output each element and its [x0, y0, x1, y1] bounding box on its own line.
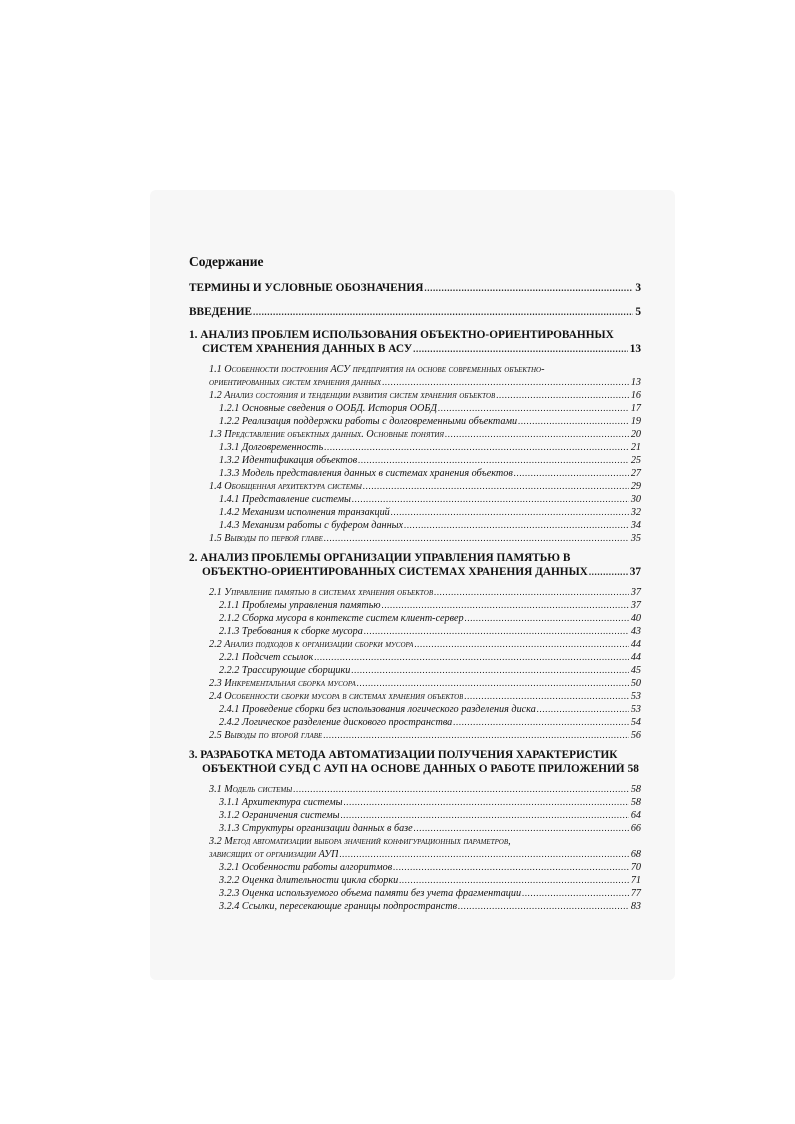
table-of-contents: [189, 254, 641, 913]
toc-chapter-1-line1: 1. АНАЛИЗ ПРОБЛЕМ ИСПОЛЬЗОВАНИЯ ОБЪЕКТНО-ОРИЕНТИРОВАННЫХ: [189, 329, 614, 341]
toc-subsection-3-2-3: [189, 887, 641, 900]
entry-page: 56: [630, 730, 641, 741]
toc-subsection-1-3-1: [189, 441, 641, 454]
entry-page: 58: [630, 797, 641, 808]
toc-section-1-4: [189, 480, 641, 493]
entry-text: ТЕРМИНЫ И УСЛОВНЫЕ ОБОЗНАЧЕНИЯ: [189, 282, 424, 294]
entry-text: 1.4.1 Представление системы: [219, 494, 351, 505]
entry-page: 83: [630, 901, 641, 912]
entry-text: 1.2.1 Основные сведения о ООБД. История ООБД: [219, 403, 438, 414]
entry-text: 2.2 Анализ подходов к организации сборки мусора: [209, 639, 414, 650]
entry-page: 43: [630, 626, 641, 637]
entry-text: 3.2.4 Ссылки, пересекающие границы подпространств: [219, 901, 458, 912]
toc-section-3-2-line1: 3.2 Метод автоматизации выбора значений конфигурационных параметров,: [209, 836, 511, 847]
toc-section-3-2: [189, 848, 641, 861]
entry-text: 2.5 Выводы по второй главе: [209, 730, 323, 741]
entry-page: 70: [630, 862, 641, 873]
entry-text: 1.4 Обобщенная архитектура системы: [209, 481, 362, 492]
entry-text: 2.2.2 Трассирующие сборщики: [219, 665, 351, 676]
toc-subsection-1-3-3: [189, 467, 641, 480]
entry-page: 71: [630, 875, 641, 886]
entry-text: зависящих от организации АУП: [209, 849, 339, 860]
entry-text: ориентированных систем хранения данных: [209, 377, 382, 388]
toc-subsection-2-2-1: [189, 651, 641, 664]
entry-text: 2.4.1 Проведение сборки без использования логического разделения диска: [219, 704, 536, 715]
entry-text: 1.3 Представление объектных данных. Основные понятия: [209, 429, 445, 440]
toc-subsection-1-4-3: [189, 519, 641, 532]
entry-text: 3.1.3 Структуры организации данных в базе: [219, 823, 413, 834]
entry-text: 1.3.2 Идентификация объектов: [219, 455, 358, 466]
entry-page: 53: [630, 691, 641, 702]
entry-page: 77: [630, 888, 641, 899]
toc-chapter-3: [189, 763, 641, 777]
entry-page: 19: [630, 416, 641, 427]
entry-page: 37: [629, 565, 641, 578]
entry-text: 1.3.3 Модель представления данных в системах хранения объектов: [219, 468, 513, 479]
entry-page: 35: [630, 533, 641, 544]
entry-page: 27: [630, 468, 641, 479]
toc-subsection-2-2-2: [189, 664, 641, 677]
toc-subsection-3-2-2: [189, 874, 641, 887]
entry-page: 29: [630, 481, 641, 492]
toc-subsection-3-2-4: [189, 900, 641, 913]
entry-text: 3.2.3 Оценка используемого объема памяти без учета фрагментации: [219, 888, 522, 899]
toc-section-2-1: [189, 586, 641, 599]
entry-text: 3.2.1 Особенности работы алгоритмов: [219, 862, 393, 873]
entry-page: 58: [627, 762, 639, 775]
entry-page: 32: [630, 507, 641, 518]
entry-text: 2.1 Управление памятью в системах хранения объектов: [209, 587, 434, 598]
toc-section-1-5: [189, 532, 641, 545]
entry-page: 16: [630, 390, 641, 401]
entry-text: 3.1.2 Ограничения системы: [219, 810, 340, 821]
entry-page: 34: [630, 520, 641, 531]
toc-subsection-1-2-1: [189, 402, 641, 415]
entry-page: 44: [630, 639, 641, 650]
entry-text: 1.3.1 Долговременность: [219, 442, 324, 453]
entry-page: 30: [630, 494, 641, 505]
entry-page: 53: [630, 704, 641, 715]
entry-page: 5: [635, 305, 641, 318]
entry-text: 2.4.2 Логическое разделение дискового пространства: [219, 717, 453, 728]
toc-subsection-3-1-2: [189, 809, 641, 822]
entry-page: 58: [630, 784, 641, 795]
entry-text: СИСТЕМ ХРАНЕНИЯ ДАННЫХ В АСУ: [202, 342, 413, 355]
entry-text: 2.2.1 Подсчет ссылок: [219, 652, 314, 663]
entry-text: ВВЕДЕНИЕ: [189, 305, 253, 318]
entry-page: 17: [630, 403, 641, 414]
toc-subsection-1-4-2: [189, 506, 641, 519]
toc-subsection-2-1-3: [189, 625, 641, 638]
toc-subsection-1-4-1: [189, 493, 641, 506]
entry-page: 25: [630, 455, 641, 466]
entry-page: 64: [630, 810, 641, 821]
entry-text: 1.5 Выводы по первой главе: [209, 533, 323, 544]
entry-text: ОБЪЕКТНОЙ СУБД С АУП НА ОСНОВЕ ДАННЫХ О РАБОТЕ ПРИЛОЖЕНИЙ: [202, 762, 625, 775]
entry-page: 68: [630, 849, 641, 860]
toc-section-2-2: [189, 638, 641, 651]
entry-page: 40: [630, 613, 641, 624]
toc-entry-terms: [189, 282, 641, 296]
toc-subsection-1-3-2: [189, 454, 641, 467]
toc-entry-intro: [189, 306, 641, 320]
entry-text: 2.1.2 Сборка мусора в контексте систем клиент-сервер: [219, 613, 464, 624]
toc-chapter-2: [189, 566, 641, 580]
toc-section-1-3: [189, 428, 641, 441]
toc-chapter-2-line1: 2. АНАЛИЗ ПРОБЛЕМЫ ОРГАНИЗАЦИИ УПРАВЛЕНИЯ ПАМЯТЬЮ В: [189, 552, 571, 564]
toc-chapter-3-line1: 3. РАЗРАБОТКА МЕТОДА АВТОМАТИЗАЦИИ ПОЛУЧЕНИЯ ХАРАКТЕРИСТИК: [189, 749, 618, 761]
toc-section-1-1: [189, 376, 641, 389]
entry-page: 20: [630, 429, 641, 440]
toc-section-3-1: [189, 783, 641, 796]
toc-subsection-2-4-2: [189, 716, 641, 729]
entry-text: 2.3 Инкрементальная сборка мусора: [209, 678, 356, 689]
toc-subsection-3-1-1: [189, 796, 641, 809]
toc-section-2-5: [189, 729, 641, 742]
entry-text: 3.1 Модель системы: [209, 784, 293, 795]
entry-text: 1.4.2 Механизм исполнения транзакций: [219, 507, 390, 518]
toc-subsection-2-1-2: [189, 612, 641, 625]
entry-text: ОБЪЕКТНО-ОРИЕНТИРОВАННЫХ СИСТЕМАХ ХРАНЕНИЯ ДАННЫХ: [202, 565, 588, 578]
entry-page: 3: [635, 282, 641, 294]
toc-section-1-2: [189, 389, 641, 402]
entry-page: 44: [630, 652, 641, 663]
toc-title: Содержание: [189, 254, 264, 269]
entry-page: 54: [630, 717, 641, 728]
entry-page: 50: [630, 678, 641, 689]
entry-text: 1.2 Анализ состояния и тенденции развития систем хранения объектов: [209, 390, 496, 401]
entry-text: 2.4 Особенности сборки мусора в системах хранения объектов: [209, 691, 464, 702]
entry-page: 45: [630, 665, 641, 676]
toc-subsection-1-2-2: [189, 415, 641, 428]
entry-page: 66: [630, 823, 641, 834]
entry-text: 3.2.2 Оценка длительности цикла сборки: [219, 875, 399, 886]
entry-page: 37: [630, 600, 641, 611]
entry-text: 3.1.1 Архитектура системы: [219, 797, 343, 808]
toc-section-2-4: [189, 690, 641, 703]
toc-subsection-3-2-1: [189, 861, 641, 874]
toc-subsection-2-4-1: [189, 703, 641, 716]
toc-section-2-3: [189, 677, 641, 690]
toc-subsection-3-1-3: [189, 822, 641, 835]
entry-text: 1.2.2 Реализация поддержки работы с долговременными объектами: [219, 416, 518, 427]
entry-text: 2.1.3 Требования к сборке мусора: [219, 626, 363, 637]
entry-page: 37: [630, 587, 641, 598]
entry-text: 1.4.3 Механизм работы с буфером данных: [219, 520, 404, 531]
entry-text: 2.1.1 Проблемы управления памятью: [219, 600, 381, 611]
toc-chapter-1: [189, 343, 641, 357]
entry-page: 13: [629, 342, 641, 355]
entry-page: 21: [630, 442, 641, 453]
entry-page: 13: [630, 377, 641, 388]
toc-subsection-2-1-1: [189, 599, 641, 612]
toc-section-1-1-line1: 1.1 Особенности построения АСУ предприятия на основе современных объектно-: [209, 364, 545, 375]
